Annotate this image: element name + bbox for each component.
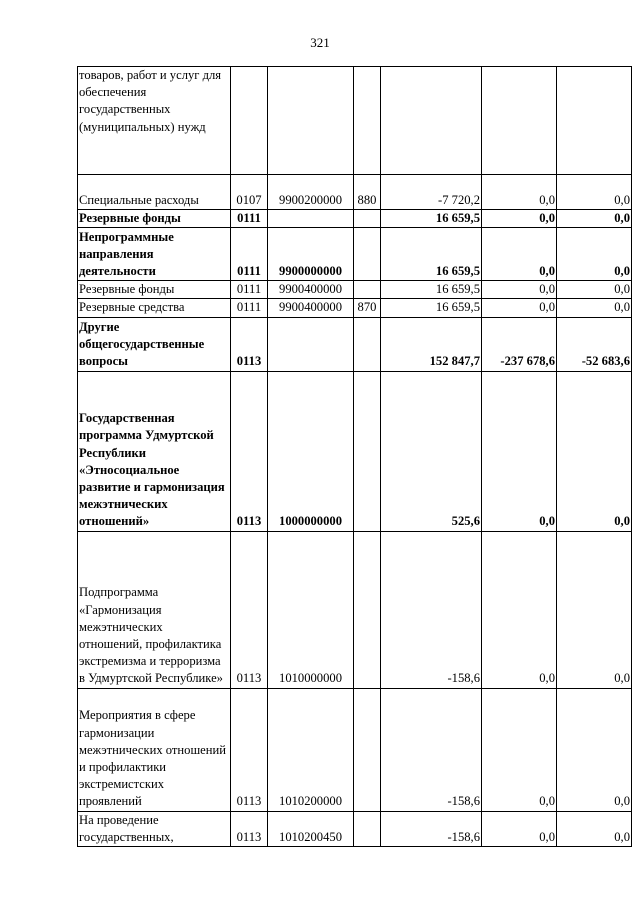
section-code-cell: 0113 <box>231 317 268 371</box>
section-code-cell: 0111 <box>231 299 268 317</box>
table-row <box>78 317 632 371</box>
item-name-cell: Мероприятия в сфере гармонизации межэтнических отношений и профилактики экстремистских проявлений <box>78 688 231 811</box>
amount-2-cell: 0,0 <box>482 281 557 299</box>
amount-2-cell: 0,0 <box>482 371 557 531</box>
amount-2-cell: 0,0 <box>482 811 557 846</box>
amount-3-cell: 0,0 <box>557 299 632 317</box>
table-row <box>78 228 632 281</box>
item-name-cell: Резервные средства <box>78 299 231 317</box>
table-row <box>78 175 632 210</box>
amount-3-cell: 0,0 <box>557 531 632 688</box>
table-row <box>78 281 632 299</box>
target-item-code-cell: 9900200000 <box>268 175 354 210</box>
section-code-cell: 0113 <box>231 371 268 531</box>
item-name-cell: Резервные фонды <box>78 281 231 299</box>
table-row <box>78 688 632 811</box>
target-item-code-cell: 9900400000 <box>268 299 354 317</box>
amount-3-cell: 0,0 <box>557 175 632 210</box>
amount-1-cell: 525,6 <box>381 371 482 531</box>
amount-2-cell: 0,0 <box>482 531 557 688</box>
expense-type-code-cell <box>354 688 381 811</box>
section-code-cell: 0113 <box>231 531 268 688</box>
section-code-cell <box>231 67 268 175</box>
section-code-cell: 0113 <box>231 811 268 846</box>
budget-table <box>77 66 632 847</box>
amount-3-cell: 0,0 <box>557 688 632 811</box>
target-item-code-cell: 1010000000 <box>268 531 354 688</box>
amount-2-cell <box>482 67 557 175</box>
amount-2-cell: 0,0 <box>482 228 557 281</box>
section-code-cell: 0111 <box>231 228 268 281</box>
amount-3-cell: 0,0 <box>557 210 632 228</box>
table-row <box>78 531 632 688</box>
amount-1-cell <box>381 67 482 175</box>
page-number: 321 <box>310 35 330 50</box>
amount-1-cell: -158,6 <box>381 531 482 688</box>
item-name-cell: Резервные фонды <box>78 210 231 228</box>
amount-3-cell: 0,0 <box>557 281 632 299</box>
table-row <box>78 299 632 317</box>
section-code-cell: 0113 <box>231 688 268 811</box>
amount-2-cell: -237 678,6 <box>482 317 557 371</box>
expense-type-code-cell <box>354 281 381 299</box>
expense-type-code-cell <box>354 811 381 846</box>
target-item-code-cell: 9900400000 <box>268 281 354 299</box>
amount-1-cell: 16 659,5 <box>381 228 482 281</box>
amount-2-cell: 0,0 <box>482 210 557 228</box>
amount-1-cell: -158,6 <box>381 688 482 811</box>
expense-type-code-cell <box>354 317 381 371</box>
amount-2-cell: 0,0 <box>482 299 557 317</box>
amount-3-cell <box>557 67 632 175</box>
item-name-cell: Другие общегосударственные вопросы <box>78 317 231 371</box>
amount-1-cell: -158,6 <box>381 811 482 846</box>
table-row <box>78 811 632 846</box>
expense-type-code-cell <box>354 531 381 688</box>
target-item-code-cell: 9900000000 <box>268 228 354 281</box>
amount-3-cell: 0,0 <box>557 228 632 281</box>
target-item-code-cell: 1000000000 <box>268 371 354 531</box>
amount-2-cell: 0,0 <box>482 175 557 210</box>
amount-1-cell: 152 847,7 <box>381 317 482 371</box>
section-code-cell: 0111 <box>231 210 268 228</box>
table-row <box>78 371 632 531</box>
amount-2-cell: 0,0 <box>482 688 557 811</box>
amount-3-cell: 0,0 <box>557 811 632 846</box>
amount-1-cell: 16 659,5 <box>381 210 482 228</box>
amount-1-cell: 16 659,5 <box>381 299 482 317</box>
amount-1-cell: -7 720,2 <box>381 175 482 210</box>
expense-type-code-cell: 880 <box>354 175 381 210</box>
item-name-cell: На проведение государственных, <box>78 811 231 846</box>
expense-type-code-cell <box>354 228 381 281</box>
target-item-code-cell <box>268 317 354 371</box>
target-item-code-cell: 1010200000 <box>268 688 354 811</box>
target-item-code-cell <box>268 67 354 175</box>
target-item-code-cell <box>268 210 354 228</box>
expense-type-code-cell: 870 <box>354 299 381 317</box>
amount-1-cell: 16 659,5 <box>381 281 482 299</box>
item-name-cell: товаров, работ и услуг для обеспечения государственных (муниципальных) нужд <box>78 67 231 175</box>
section-code-cell: 0111 <box>231 281 268 299</box>
table-row <box>78 210 632 228</box>
item-name-cell: Специальные расходы <box>78 175 231 210</box>
item-name-cell: Государственная программа Удмуртской Республики «Этносоциальное развитие и гармонизация межэтнических отношений» <box>78 371 231 531</box>
item-name-cell: Непрограммные направления деятельности <box>78 228 231 281</box>
section-code-cell: 0107 <box>231 175 268 210</box>
expense-type-code-cell <box>354 67 381 175</box>
amount-3-cell: -52 683,6 <box>557 317 632 371</box>
target-item-code-cell: 1010200450 <box>268 811 354 846</box>
budget-table-body <box>78 67 632 847</box>
amount-3-cell: 0,0 <box>557 371 632 531</box>
item-name-cell: Подпрограмма «Гармонизация межэтнических отношений, профилактика экстремизма и терроризма в Удмуртской Республике» <box>78 531 231 688</box>
expense-type-code-cell <box>354 371 381 531</box>
expense-type-code-cell <box>354 210 381 228</box>
table-row <box>78 67 632 175</box>
